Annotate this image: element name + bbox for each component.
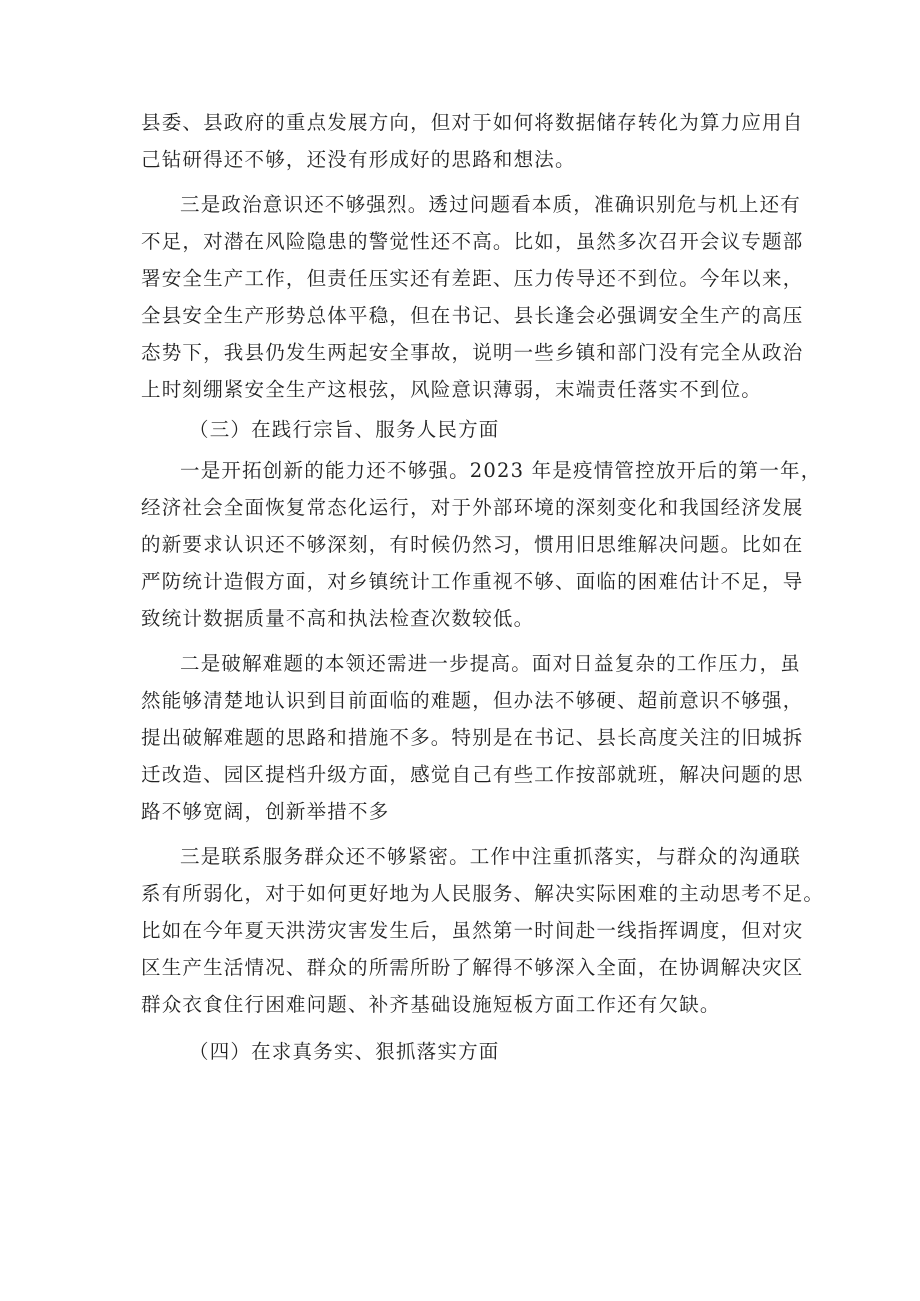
- text-line: 系有所弱化，对于如何更好地为人民服务、解决实际困难的主动思考不足。: [141, 882, 825, 905]
- section-heading-four: [141, 1033, 781, 1070]
- text-line: 提出破解难题的思路和措施不多。特别是在书记、县长高度关注的旧城拆: [141, 726, 804, 749]
- paragraph-serving-masses: [141, 838, 825, 1023]
- text-line: 态势下，我县仍发生两起安全事故，说明一些乡镇和部门没有完全从政治: [141, 341, 804, 364]
- text-line: 三是政治意识还不够强烈。透过问题看本质，准确识别危与机上还有: [180, 193, 802, 216]
- text-line: 群众衣食住行困难问题、补齐基础设施短板方面工作还有欠缺。: [141, 993, 721, 1016]
- text-line: 全县安全生产形势总体平稳，但在书记、县长逢会必强调安全生产的高压: [141, 304, 804, 327]
- paragraph-problem-solving: [141, 645, 804, 830]
- text-line: 己钻研得还不够，还没有形成好的思路和想法。: [141, 148, 576, 171]
- document-body: [141, 104, 825, 1070]
- text-line: 严防统计造假方面，对乡镇统计工作重视不够、面临的困难估计不足，导: [141, 570, 804, 593]
- text-line: 然能够清楚地认识到目前面临的难题，但办法不够硬、超前意识不够强，: [141, 689, 804, 712]
- text-line: 二是破解难题的本领还需进一步提高。面对日益复杂的工作压力，虽: [180, 652, 802, 675]
- text-line: 上时刻绷紧安全生产这根弦，风险意识薄弱，末端责任落实不到位。: [141, 378, 763, 401]
- text-line: 区生产生活情况、群众的所需所盼了解得不够深入全面，在协调解决灾区: [141, 956, 804, 979]
- text-line: 署安全生产工作，但责任压实还有差距、压力传导还不到位。今年以来，: [141, 267, 804, 290]
- text-line: 路不够宽阔，创新举措不多: [141, 800, 390, 823]
- text-line: 不足，对潜在风险隐患的警觉性还不高。比如，虽然多次召开会议专题部: [141, 230, 804, 253]
- section-heading-three: [141, 411, 781, 448]
- text-line: 的新要求认识还不够深刻，有时候仍然习，惯用旧思维解决问题。比如在: [141, 533, 804, 556]
- section-heading: （三）在践行宗旨、服务人民方面: [189, 418, 500, 441]
- paragraph-continuation: [141, 104, 804, 178]
- text-line: 比如在今年夏天洪涝灾害发生后，虽然第一时间赴一线指挥调度，但对灾: [141, 919, 804, 942]
- text-line: 迁改造、园区提档升级方面，感觉自己有些工作按部就班，解决问题的思: [141, 763, 804, 786]
- text-line: 致统计数据质量不高和执法检查次数较低。: [141, 607, 535, 630]
- text-line: 三是联系服务群众还不够紧密。工作中注重抓落实，与群众的沟通联: [180, 845, 802, 868]
- paragraph-innovation: [141, 452, 822, 637]
- text-line: 县委、县政府的重点发展方向，但对于如何将数据储存转化为算力应用自: [141, 111, 804, 134]
- text-line: 一是开拓创新的能力还不够强。2023 年是疫情管控放开后的第一年，: [180, 459, 822, 482]
- text-line: 经济社会全面恢复常态化运行，对于外部环境的深刻变化和我国经济发展: [141, 496, 804, 519]
- paragraph-political-awareness: [141, 186, 804, 408]
- section-heading: （四）在求真务实、狠抓落实方面: [189, 1040, 500, 1063]
